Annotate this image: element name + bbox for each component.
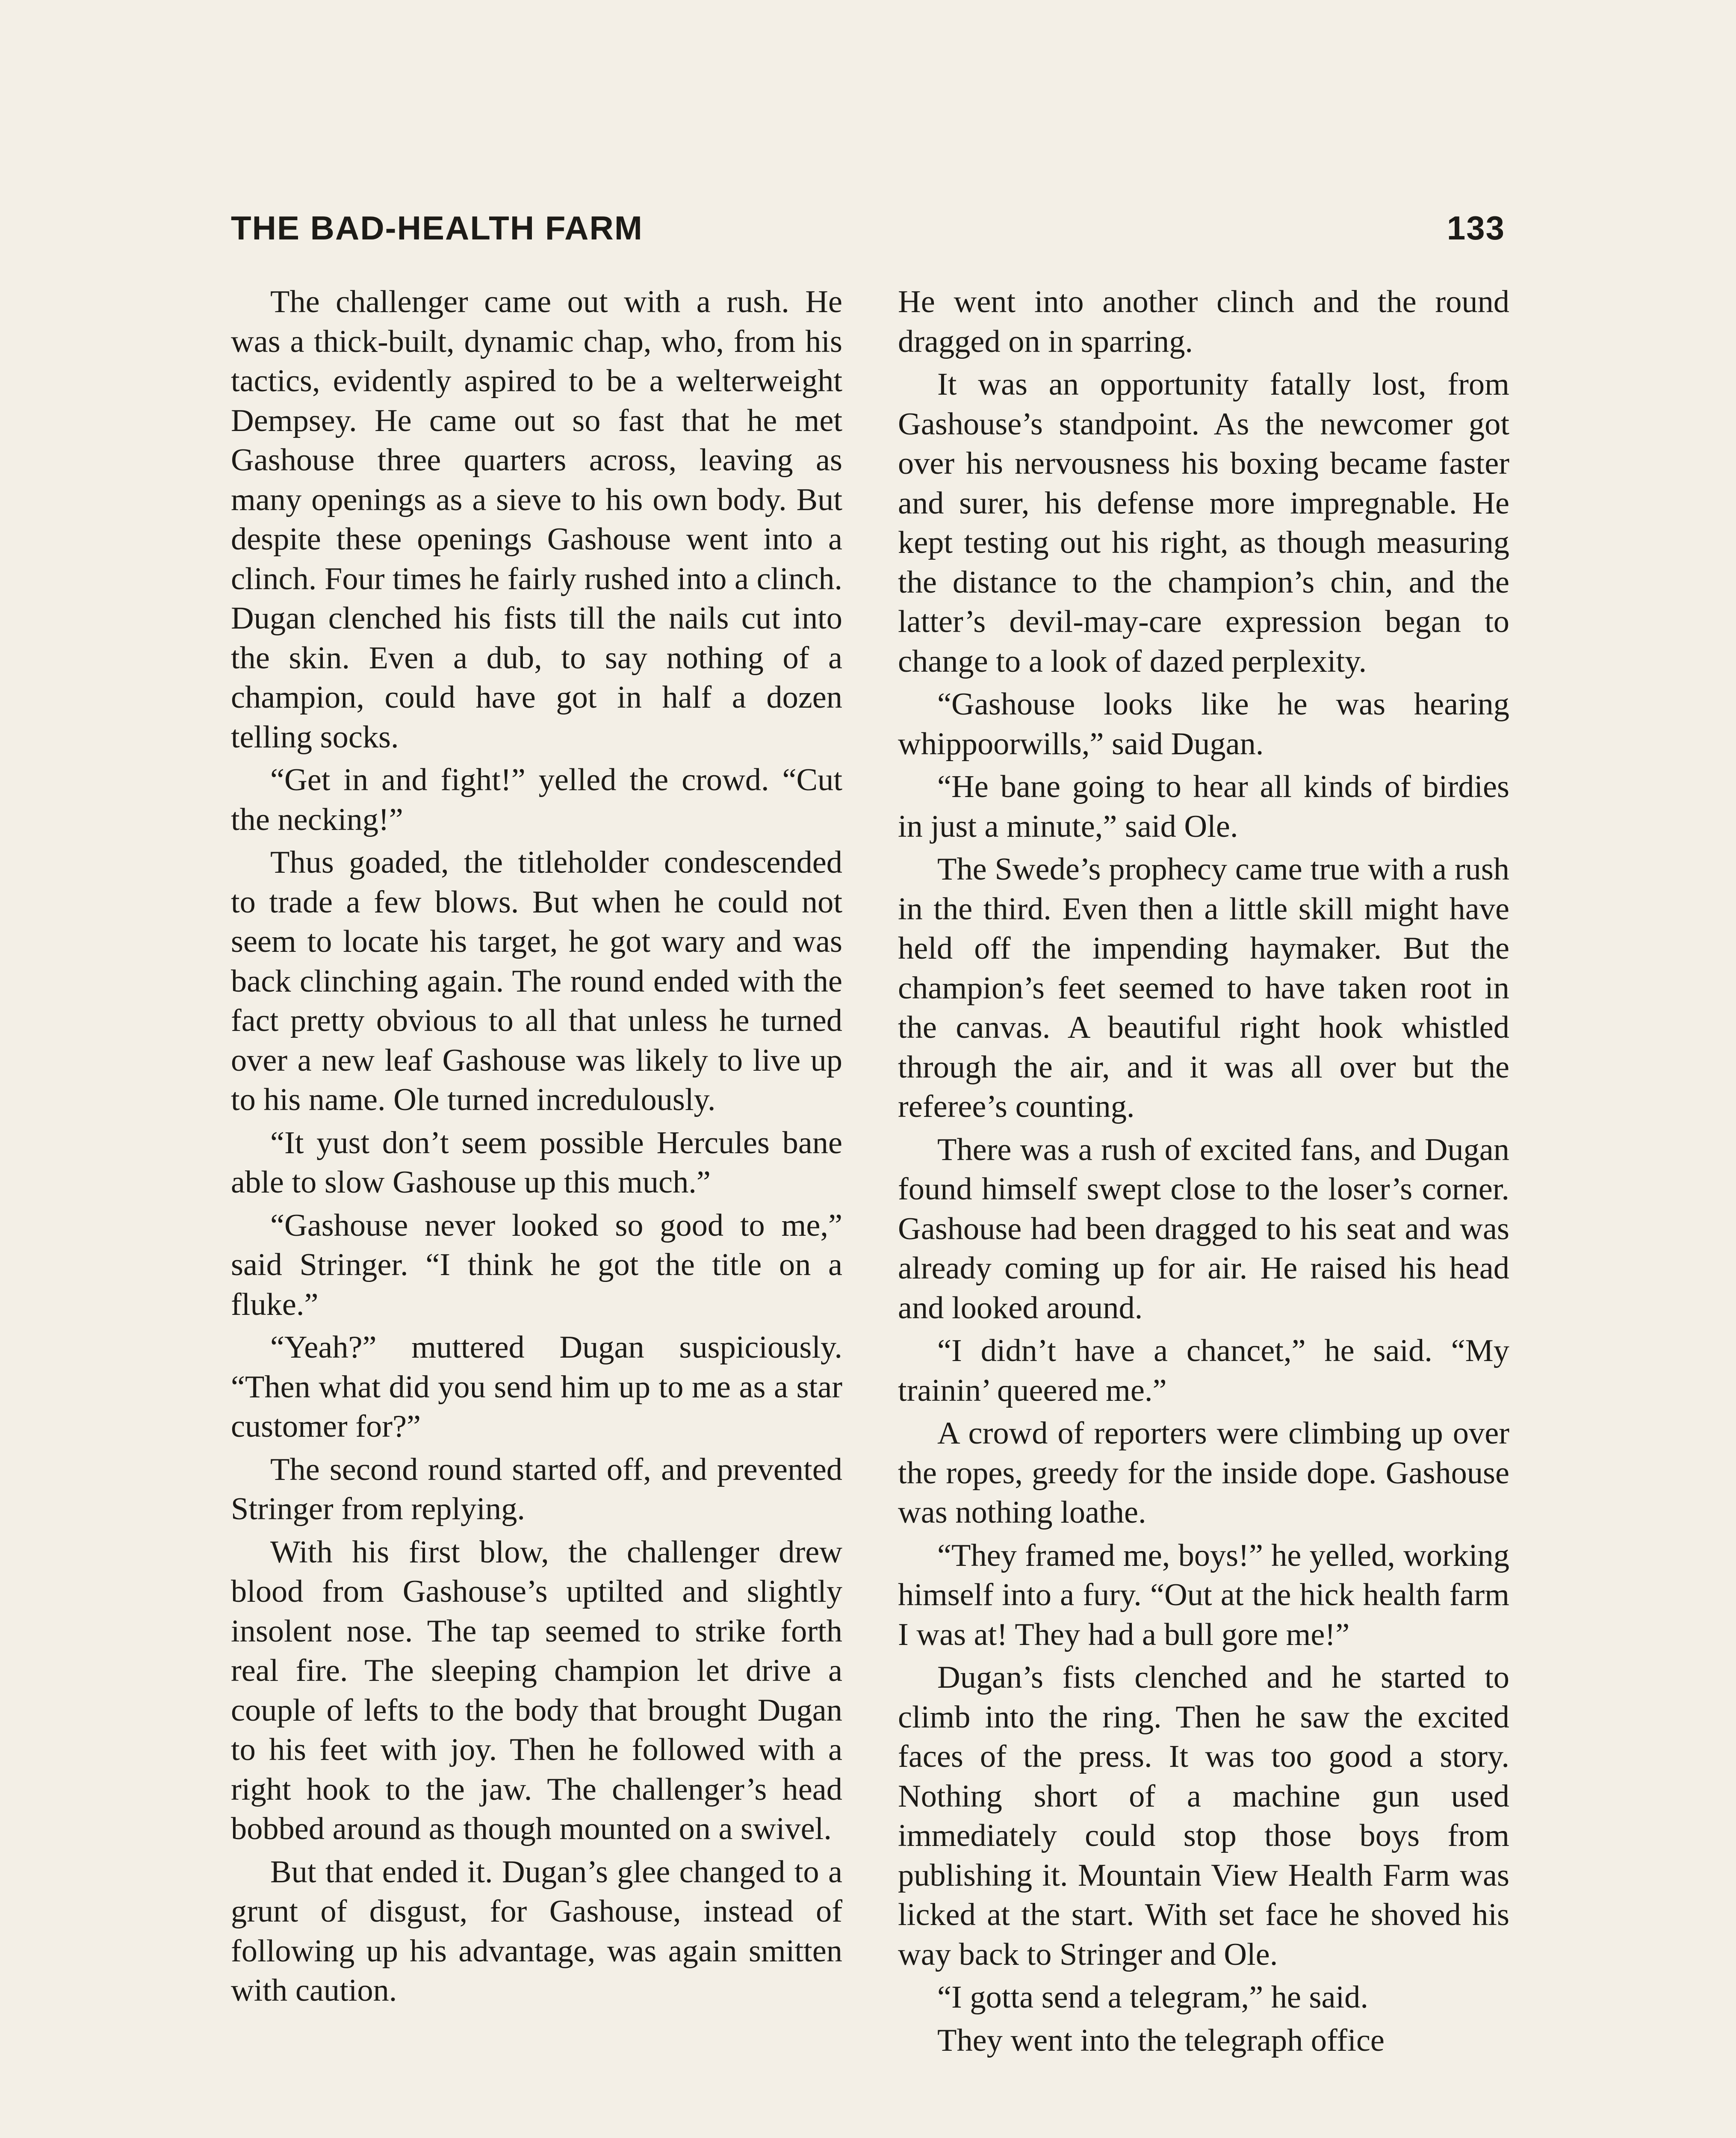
running-title: THE BAD-HEALTH FARM [231,209,643,247]
paragraph: They went into the telegraph office [937,2023,1385,2058]
paragraph: “Gashouse never looked so good to me,” said Stringer. “I think he got the title on a fluke.” [231,1208,842,1322]
paragraph: “It yust don’t seem possible Hercules bane able to slow Gashouse up this much.” [231,1125,842,1200]
paragraph: The challenger came out with a rush. He was a thick-built, dynamic chap, who, from his tactics, evidently aspired to be a welterweight Dempsey. He came out so fast that he met Gashouse three quarters across, leaving as many openings as a sieve to his own body. But despite these openings Gashouse went into a clinch. Four times he fairly rushed into a clinch. Dugan clenched his fists till the nails cut into the skin. Even a dub, to say nothing of a champion, could have got in half a dozen telling socks. [231,284,842,755]
running-header [231,209,1505,248]
paragraph: “Get in and fight!” yelled the crowd. “Cut the necking!” [231,762,842,837]
paragraph: It was an opportunity fatally lost, from Gashouse’s standpoint. As the newcomer got over his nervousness his boxing became faster and surer, his defense more impregnable. He kept testing out his right, as though measuring the distance to the champion’s chin, and the latter’s devil-may-care expression began to change to a look of dazed perplexity. [898,367,1509,679]
paragraph: “They framed me, boys!” he yelled, working himself into a fury. “Out at the hick health farm I was at! They had a bull gore me!” [898,1538,1509,1652]
paragraph: Dugan’s fists clenched and he started to climb into the ring. Then he saw the excited faces of the press. It was too good a story. Nothing short of a machine gun used immediately could stop those boys from publishing it. Mountain View Health Farm was licked at the start. With set face he shoved his way back to Stringer and Ole. [898,1660,1509,1972]
paragraph: “I gotta send a telegram,” he said. [937,1980,1368,2015]
text-columns [231,282,1509,2138]
paragraph: Thus goaded, the titleholder condescended to trade a few blows. But when he could not seem to locate his target, he got wary and was back clinching again. The round ended with the fact pretty obvious to all that unless he turned over a new leaf Gashouse was likely to live up to his name. Ole turned incredulously. [231,845,842,1117]
paragraph: The second round started off, and prevented Stringer from replying. [231,1452,842,1527]
paragraph: With his first blow, the challenger drew blood from Gashouse’s uptilted and slightly insolent nose. The tap seemed to strike forth real fire. The sleeping champion let drive a couple of lefts to the body that brought Dugan to his feet with joy. Then he followed with a right hook to the jaw. The challenger’s head bobbed around as though mounted on a swivel. [231,1534,842,1846]
paragraph: A crowd of reporters were climbing up over the ropes, greedy for the inside dope. Gashouse was nothing loathe. [898,1416,1509,1530]
right-column [898,282,1509,2138]
paragraph-continued: He went into another clinch and the round dragged on in sparring. [898,284,1509,359]
paragraph: “I didn’t have a chancet,” he said. “My trainin’ queered me.” [898,1333,1509,1408]
page-number: 133 [1447,209,1505,247]
paragraph: But that ended it. Dugan’s glee changed to a grunt of disgust, for Gashouse, instead of following up his advantage, was again smitten with caution. [231,1854,842,2008]
paragraph: “He bane going to hear all kinds of birdies in just a minute,” said Ole. [898,769,1509,844]
paragraph: “Yeah?” muttered Dugan suspiciously. “Then what did you send him up to me as a star customer for?” [231,1330,842,1444]
paragraph: There was a rush of excited fans, and Dugan found himself swept close to the loser’s corner. Gashouse had been dragged to his seat and was already coming up for air. He raised his head and looked around. [898,1132,1509,1326]
paragraph: “Gashouse looks like he was hearing whippoorwills,” said Dugan. [898,687,1509,762]
left-column [231,282,842,2138]
paragraph: The Swede’s prophecy came true with a rush in the third. Even then a little skill might have held off the impending haymaker. But the champion’s feet seemed to have taken root in the canvas. A beautiful right hook whistled through the air, and it was all over but the referee’s counting. [898,852,1509,1124]
